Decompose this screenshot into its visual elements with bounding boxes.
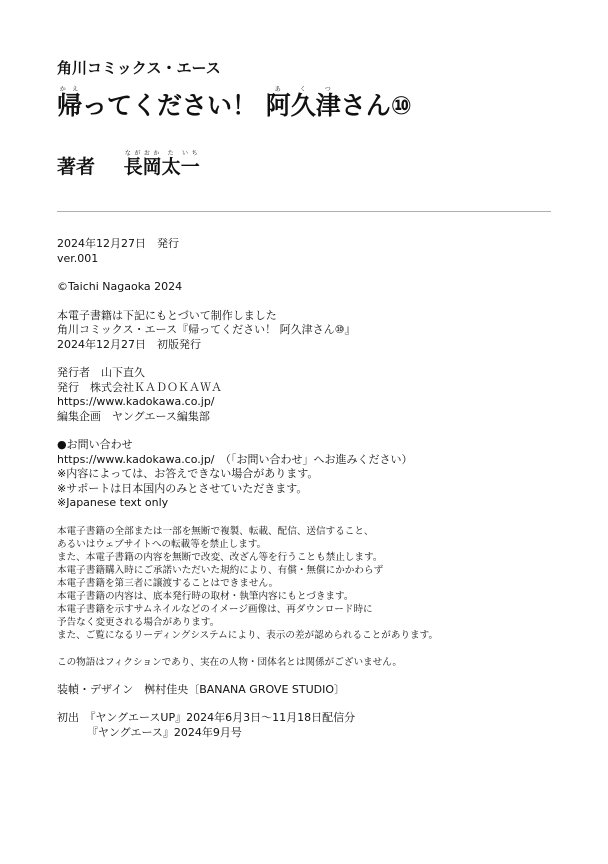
ruby-glyph xyxy=(57,86,83,120)
ruby-reading: なが xyxy=(123,150,143,157)
design-credit xyxy=(57,683,551,698)
publisher-line: 編集企画 ヤングエース編集部 xyxy=(57,409,210,423)
publisher-line: 発行 株式会社ＫＡＤＯＫＡＷＡ xyxy=(57,380,222,394)
ruby-glyph xyxy=(315,86,341,120)
source-line: 本電子書籍は下記にもとづいて制作しました xyxy=(57,308,277,322)
publication-date: 2024年12月27日 発行 xyxy=(57,237,179,250)
ruby-glyph xyxy=(161,150,181,178)
ruby-reading: く xyxy=(290,86,316,93)
fiction-line: この物語はフィクションであり、実在の人物・団体名とは関係がございません。 xyxy=(57,656,402,668)
inquiry-note: ※Japanese text only xyxy=(57,496,169,509)
first-appearance-line: 『ヤングエース』2024年9月号 xyxy=(87,725,242,739)
first-appearance-line: 初出 『ヤングエースUP』2024年6月3日～11月18日配信分 xyxy=(57,711,356,724)
inquiry-note: ※サポートは日本国内のみとさせていただきます。 xyxy=(57,481,308,495)
inquiry-url: https://www.kadokawa.co.jp/ （「お問い合わせ」へお進みください） xyxy=(57,452,413,466)
publication-info xyxy=(57,237,551,266)
copyright: ©Taichi Nagaoka 2024 xyxy=(57,280,183,293)
book-title xyxy=(57,86,412,122)
ruby-reading: おか xyxy=(142,150,162,157)
ruby-base: 阿 xyxy=(265,91,291,120)
inquiry-heading: ●お問い合わせ xyxy=(57,438,133,451)
source-line: 2024年12月27日 初版発行 xyxy=(57,337,201,351)
author-label: 著者 xyxy=(57,156,96,178)
ruby-base: 岡 xyxy=(142,156,162,178)
ruby-glyph xyxy=(265,86,291,120)
publisher-line: 発行者 山下直久 xyxy=(57,366,145,379)
colophon-body xyxy=(57,237,551,754)
copyright-block xyxy=(57,280,551,295)
notice-line: 本電子書籍購入時にご承諾いただいた規約により、有償・無償にかかわらず xyxy=(57,564,384,576)
imprint-label: 角川コミックス・エース xyxy=(57,59,221,77)
source-info xyxy=(57,309,551,353)
ruby-reading: あ xyxy=(265,86,291,93)
notice-line: あるいはウェブサイトへの転載等を禁止します。 xyxy=(57,538,267,550)
publisher-info xyxy=(57,366,551,424)
ruby-reading: つ xyxy=(315,86,341,93)
fiction-disclaimer xyxy=(57,656,551,669)
divider xyxy=(57,211,551,212)
author-name xyxy=(123,150,200,178)
ruby-glyph xyxy=(180,150,200,178)
ruby-glyph xyxy=(290,86,316,120)
ruby-base: 久 xyxy=(290,91,316,120)
version: ver.001 xyxy=(57,251,99,265)
inquiry-info xyxy=(57,438,551,511)
first-appearance xyxy=(57,711,551,740)
ruby-base: 長 xyxy=(123,156,143,178)
notice-line: また、ご覧になるリーディングシステムにより、表示の差が認められることがあります。 xyxy=(57,629,439,641)
source-line: 角川コミックス・エース『帰ってください！ 阿久津さん⑩』 xyxy=(57,323,356,336)
notice-line: また、本電子書籍の内容を無断で改変、改ざん等を行うことも禁止します。 xyxy=(57,551,383,563)
ruby-reading: いち xyxy=(180,150,200,157)
notice-line: 本電子書籍を示すサムネイルなどのイメージ画像は、再ダウンロード時に xyxy=(57,603,373,615)
ruby-base: 一 xyxy=(180,156,200,178)
inquiry-note: ※内容によっては、お答えできない場合があります。 xyxy=(57,467,319,480)
publisher-url: https://www.kadokawa.co.jp/ xyxy=(57,395,215,408)
ruby-base: 津 xyxy=(315,91,341,120)
title-text: ってください！ xyxy=(82,91,266,120)
ruby-base: 太 xyxy=(161,156,181,178)
ruby-glyph xyxy=(142,150,162,178)
design-line: 装幀・デザイン 桝村佳央〔BANANA GROVE STUDIO〕 xyxy=(57,682,346,696)
notice-line: 予告なく変更される場合があります。 xyxy=(57,616,220,628)
title-text: さん⑩ xyxy=(340,91,412,120)
ruby-reading: かえ xyxy=(57,86,83,93)
author-row xyxy=(57,150,200,179)
ruby-glyph xyxy=(123,150,143,178)
legal-notice xyxy=(57,525,551,642)
ruby-base: 帰 xyxy=(57,91,83,120)
notice-line: 本電子書籍の内容は、底本発行時の取材・執筆内容にもとづきます。 xyxy=(57,590,354,602)
notice-line: 本電子書籍を第三者に譲渡することはできません。 xyxy=(57,577,279,589)
ruby-reading: た xyxy=(161,150,181,157)
notice-line: 本電子書籍の全部または一部を無断で複製、転載、配信、送信すること、 xyxy=(57,525,374,537)
